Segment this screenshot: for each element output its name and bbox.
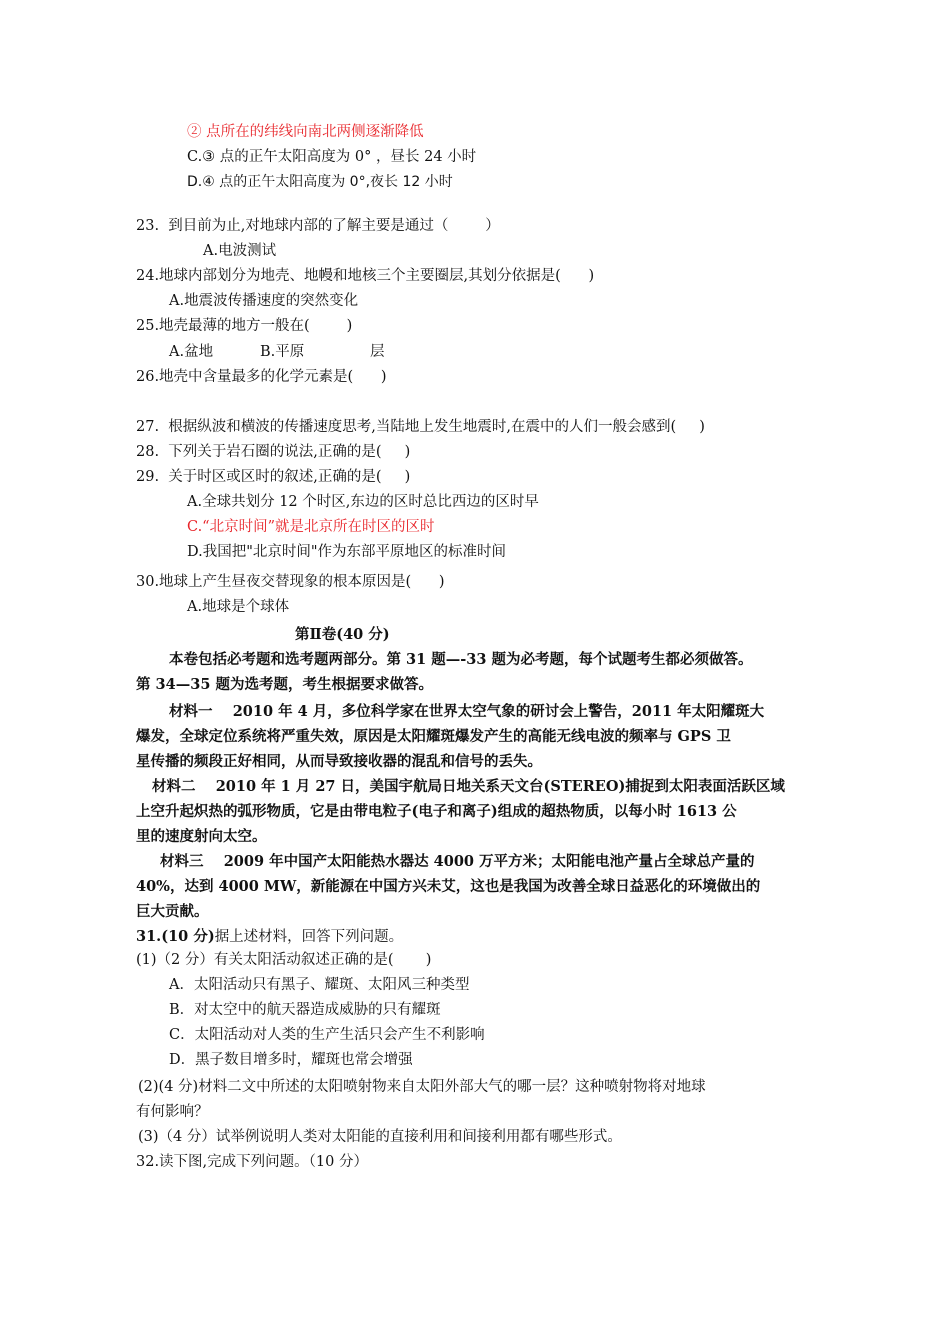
q25-option-c: 层 <box>370 344 385 360</box>
material2-line1: 材料二 2010 年 1 月 27 日，美国宇航局日地关系天文台(STEREO)捕捉到太阳表面活跃区域 <box>152 778 785 795</box>
material2-line3: 里的速度射向太空。 <box>136 828 267 845</box>
q31-sub2-line1: (2)(4 分)材料二文中所述的太阳喷射物来自太阳外部大气的哪一层？这种喷射物将对地球 <box>138 1079 706 1095</box>
q27-stem: 27. 根据纵波和横波的传播速度思考,当陆地上发生地震时,在震中的人们一般会感到( ) <box>136 419 705 435</box>
part2-intro-line2: 第 34—35 题为选考题，考生根据要求做答。 <box>136 676 433 693</box>
q22-option-d: D.④ 点的正午太阳高度为 0°,夜长 12 小时 <box>187 174 453 190</box>
q25-option-b: B.平原 <box>260 344 305 360</box>
q31-sub2-line2: 有何影响？ <box>136 1104 209 1120</box>
material3-line1: 材料三 2009 年中国产太阳能热水器达 4000 万平方米；太阳能电池产量占全球总产量的 <box>160 853 755 870</box>
q30-stem: 30.地球上产生昼夜交替现象的根本原因是( ) <box>136 574 445 590</box>
q23-stem: 23. 到目前为止,对地球内部的了解主要是通过（ ） <box>136 218 500 234</box>
material1-line3: 星传播的频段正好相同，从而导致接收器的混乱和信号的丢失。 <box>136 753 542 770</box>
q29-stem: 29. 关于时区或区时的叙述,正确的是( ) <box>136 469 411 485</box>
q31-sub3: (3)（4 分）试举例说明人类对太阳能的直接利用和间接利用都有哪些形式。 <box>138 1129 622 1145</box>
q22-option-b: ② 点所在的纬线向南北两侧逐渐降低 <box>187 124 424 140</box>
q31-sub1-option-a: A．太阳活动只有黑子、耀斑、太阳风三种类型 <box>169 977 470 993</box>
material2-line2: 上空升起炽热的弧形物质，它是由带电粒子(电子和离子)组成的超热物质，以每小时 1613 公 <box>136 803 737 820</box>
q29-option-d: D.我国把"北京时间"作为东部平原地区的标准时间 <box>187 544 507 560</box>
q23-option-a: A.电波测试 <box>203 243 277 259</box>
q31-sub1-stem: (1)（2 分）有关太阳活动叙述正确的是( ) <box>136 952 432 968</box>
q30-option-a: A.地球是个球体 <box>187 599 290 615</box>
q31-sub1-option-b: B．对太空中的航天器造成威胁的只有耀斑 <box>169 1002 441 1018</box>
part2-intro-line1: 本卷包括必考题和选考题两部分。第 31 题—-33 题为必考题，每个试题考生都必须做答。 <box>169 651 753 668</box>
q31-sub1-option-d: D．黑子数目增多时，耀斑也常会增强 <box>169 1052 413 1068</box>
part2-title: 第Ⅱ卷(40 分) <box>295 626 390 643</box>
q25-option-a: A.盆地 <box>169 344 214 360</box>
q31-stem-text: 据上述材料，回答下列问题。 <box>214 929 404 945</box>
material1-line1: 材料一 2010 年 4 月，多位科学家在世界太空气象的研讨会上警告，2011 年太阳耀斑大 <box>169 703 765 720</box>
q32-stem: 32.读下图,完成下列问题。（10 分） <box>136 1154 368 1170</box>
q26-stem: 26.地壳中含量最多的化学元素是( ) <box>136 369 387 385</box>
q31-stem <box>136 927 403 947</box>
q25-stem: 25.地壳最薄的地方一般在( ) <box>136 318 353 334</box>
q29-option-c: C.“北京时间”就是北京所在时区的区时 <box>187 519 435 535</box>
q31-stem-score: 31.(10 分) <box>136 928 215 945</box>
material3-line2: 40%，达到 4000 MW，新能源在中国方兴未艾，这也是我国为改善全球日益恶化的环境做出的 <box>136 878 761 895</box>
material1-line2: 爆发，全球定位系统将严重失效，原因是太阳耀斑爆发产生的高能无线电波的频率与 GPS 卫 <box>136 728 731 745</box>
q28-stem: 28. 下列关于岩石圈的说法,正确的是( ) <box>136 444 411 460</box>
q31-sub1-option-c: C．太阳活动对人类的生产生活只会产生不利影响 <box>169 1027 485 1043</box>
q22-option-c: C.③ 点的正午太阳高度为 0° ，昼长 24 小时 <box>187 149 477 165</box>
material3-line3: 巨大贡献。 <box>136 903 209 920</box>
q29-option-a: A.全球共划分 12 个时区,东边的区时总比西边的区时早 <box>187 494 539 510</box>
q24-option-a: A.地震波传播速度的突然变化 <box>169 293 359 309</box>
q24-stem: 24.地球内部划分为地壳、地幔和地核三个主要圈层,其划分依据是( ) <box>136 268 595 284</box>
